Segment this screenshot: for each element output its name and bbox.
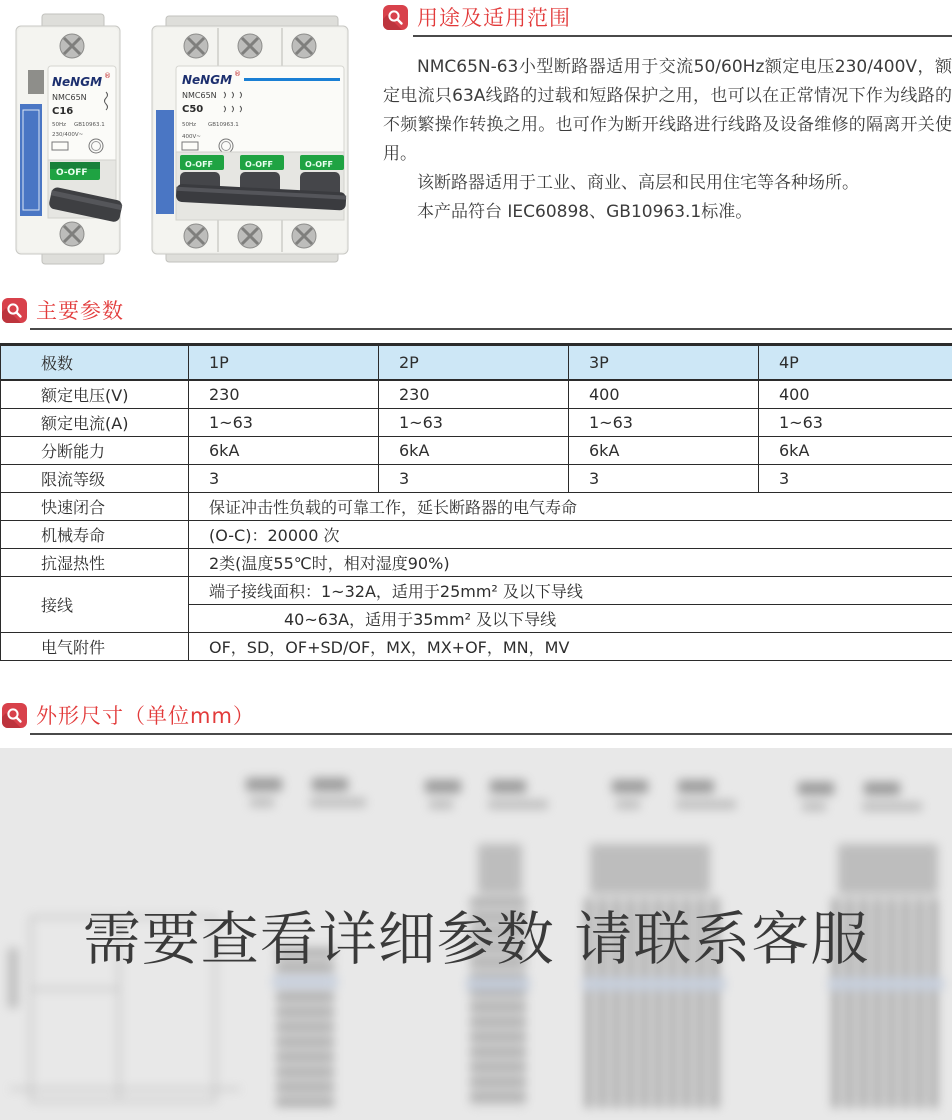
cell-value: 1~63 <box>759 409 952 437</box>
freq-text: 50Hz <box>182 122 197 128</box>
table-row-rated-voltage <box>1 380 952 409</box>
cell-value-span: 端子接线面积：1~32A，适用于25mm² 及以下导线 <box>189 577 952 605</box>
row-label: 限流等级 <box>1 465 189 493</box>
rating-text: C16 <box>52 106 74 117</box>
cell-value: 6kA <box>379 437 569 465</box>
row-label: 机械寿命 <box>1 521 189 549</box>
usage-paragraph-3: 本产品符台 IEC60898、GB10963.1标准。 <box>417 202 753 222</box>
table-row-wiring <box>1 577 952 605</box>
switch-label: O-OFF <box>245 160 273 169</box>
side-label <box>156 110 174 214</box>
usage-paragraphs <box>383 53 952 227</box>
cell-value: 6kA <box>569 437 759 465</box>
usage-section <box>383 3 952 227</box>
contact-service-overlay: 需要查看详细参数 请联系客服 <box>82 905 870 973</box>
switch-label: O-OFF <box>185 160 213 169</box>
product-photos <box>8 8 368 270</box>
params-underline <box>30 328 952 330</box>
dims-section <box>0 701 952 735</box>
brand-reg-mark: ® <box>104 72 111 80</box>
row-label: 接线 <box>1 577 189 633</box>
standard-text: GB10963.1 <box>74 122 105 128</box>
col-header-poles: 极数 <box>1 345 189 381</box>
freq-text: 50Hz <box>52 122 67 128</box>
brand-blue-line <box>244 78 340 81</box>
table-row-rated-current <box>1 409 952 437</box>
bottom-terminals <box>184 224 316 248</box>
row-label: 抗湿热性 <box>1 549 189 577</box>
table-row-current-limit-class <box>1 465 952 493</box>
usage-underline <box>413 35 952 37</box>
usage-paragraph-2: 该断路器适用于工业、商业、高层和民用住宅等各种场所。 <box>417 173 859 193</box>
cell-value: 3 <box>189 465 379 493</box>
params-table <box>0 343 952 661</box>
row-label: 分断能力 <box>1 437 189 465</box>
dims-section-title: 外形尺寸（单位mm） <box>36 704 255 728</box>
model-text: NMC65N <box>182 91 217 100</box>
magnifier-icon <box>383 5 408 30</box>
cell-value-span: (O-C)：20000 次 <box>189 521 952 549</box>
usage-section-header <box>383 3 952 31</box>
col-header-3p: 3P <box>569 345 759 381</box>
cell-value-span: 40~63A，适用于35mm² 及以下导线 <box>189 605 952 633</box>
col-header-2p: 2P <box>379 345 569 381</box>
cell-value: 1~63 <box>189 409 379 437</box>
dimension-drawings-panel <box>0 748 952 1120</box>
top-terminals <box>184 34 316 58</box>
breaker-1p-image <box>8 12 136 268</box>
cell-value: 400 <box>759 380 952 409</box>
switch-windows <box>180 155 344 170</box>
brand-reg-mark: ® <box>234 70 241 78</box>
dims-underline <box>30 733 952 735</box>
breaker-3p-image <box>148 14 352 266</box>
magnifier-icon <box>2 703 27 728</box>
table-row-accessories <box>1 633 952 661</box>
switch-label: O-OFF <box>56 168 88 178</box>
params-section-title: 主要参数 <box>36 299 124 323</box>
cell-value: 400 <box>569 380 759 409</box>
table-row-fast-closing <box>1 493 952 521</box>
cell-value-span: OF，SD，OF+SD/OF，MX，MX+OF，MN，MV <box>189 633 952 661</box>
rating-text: C50 <box>182 104 204 115</box>
table-row-humidity <box>1 549 952 577</box>
params-section <box>0 296 952 661</box>
table-row-mech-life <box>1 521 952 549</box>
table-row-breaking-capacity <box>1 437 952 465</box>
cell-value: 1~63 <box>569 409 759 437</box>
cell-value: 1~63 <box>379 409 569 437</box>
row-label: 额定电流(A) <box>1 409 189 437</box>
usage-paragraph-1: NMC65N-63小型断路器适用于交流50/60Hz额定电压230/400V，额定电流只63A线路的过载和短路保护之用，也可以在正常情况下作为线路的不频繁操作转换之用。也可作为断开线路进行线路及设备维修的隔离开关使用。 <box>383 57 952 164</box>
cell-value: 3 <box>759 465 952 493</box>
usage-section-title: 用途及适用范围 <box>417 6 571 30</box>
cell-value: 3 <box>379 465 569 493</box>
cell-value: 230 <box>379 380 569 409</box>
col-header-1p: 1P <box>189 345 379 381</box>
table-header-row <box>1 345 952 381</box>
cell-value-span: 保证冲击性负载的可靠工作，延长断路器的电气寿命 <box>189 493 952 521</box>
col-header-4p: 4P <box>759 345 952 381</box>
cell-value: 6kA <box>759 437 952 465</box>
brand-logo: NeNGM <box>52 75 103 89</box>
cell-value: 230 <box>189 380 379 409</box>
model-text: NMC65N <box>52 93 87 102</box>
dims-section-header <box>0 701 952 729</box>
switch-label: O-OFF <box>305 160 333 169</box>
cell-value: 3 <box>569 465 759 493</box>
params-section-header <box>0 296 952 324</box>
row-label: 快速闭合 <box>1 493 189 521</box>
row-label: 额定电压(V) <box>1 380 189 409</box>
standard-text: GB10963.1 <box>208 122 239 128</box>
voltage-text: 230/400V~ <box>52 132 84 138</box>
cell-value-span: 2类(温度55℃时，相对湿度90%) <box>189 549 952 577</box>
magnifier-icon <box>2 298 27 323</box>
brand-logo: NeNGM <box>182 73 233 87</box>
voltage-text: 400V~ <box>182 134 201 140</box>
cell-value: 6kA <box>189 437 379 465</box>
row-label: 电气附件 <box>1 633 189 661</box>
